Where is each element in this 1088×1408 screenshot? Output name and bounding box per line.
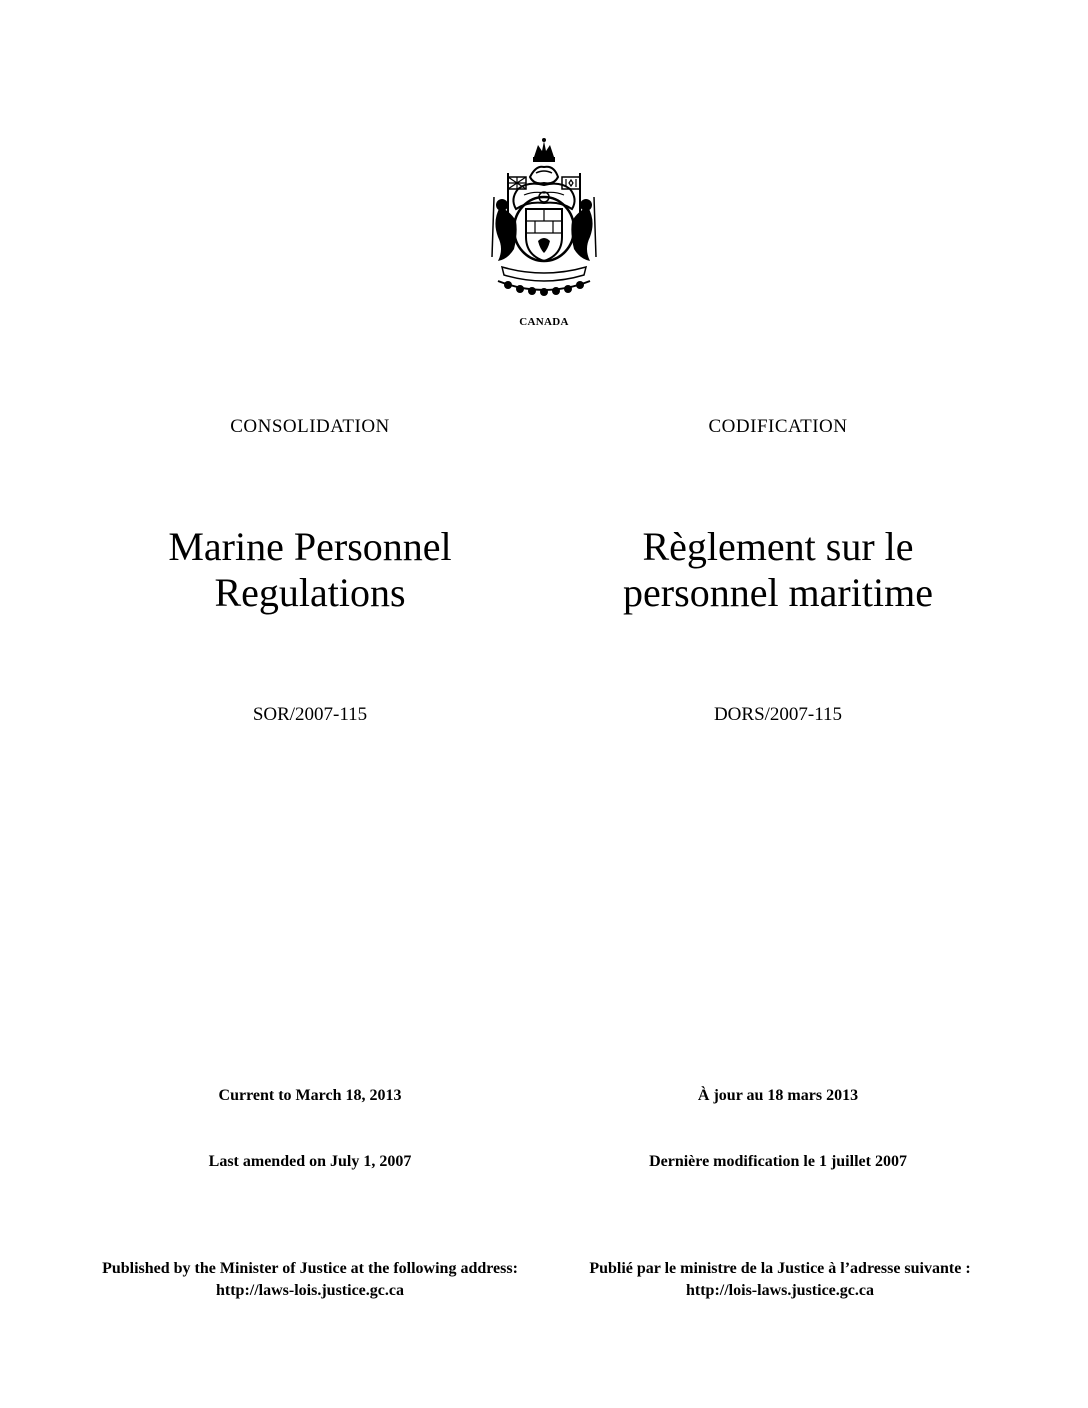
english-title-line1: Marine Personnel bbox=[168, 524, 452, 569]
english-regulation-number: SOR/2007-115 bbox=[252, 704, 368, 725]
french-title bbox=[528, 524, 1028, 616]
french-regulation-number: DORS/2007-115 bbox=[713, 704, 843, 725]
french-title-line2: personnel maritime bbox=[623, 570, 933, 615]
english-title-line2: Regulations bbox=[214, 570, 406, 615]
french-publisher-text: Publié par le ministre de la Justice à l’adresse suivante : bbox=[589, 1260, 971, 1277]
french-current-date: À jour au 18 mars 2013 bbox=[697, 1087, 859, 1104]
english-last-amended: Last amended on July 1, 2007 bbox=[208, 1153, 412, 1170]
english-publisher-text: Published by the Minister of Justice at the following address: bbox=[102, 1260, 518, 1277]
english-title bbox=[60, 524, 560, 616]
emblem-label: CANADA bbox=[519, 316, 569, 328]
french-heading: CODIFICATION bbox=[708, 416, 848, 437]
english-heading: CONSOLIDATION bbox=[230, 416, 390, 437]
coat-of-arms-icon bbox=[488, 137, 600, 297]
english-publisher bbox=[40, 1258, 580, 1302]
french-title-line1: Règlement sur le bbox=[642, 524, 914, 569]
french-last-amended: Dernière modification le 1 juillet 2007 bbox=[649, 1153, 907, 1170]
english-current-date: Current to March 18, 2013 bbox=[218, 1087, 402, 1104]
french-publisher-url[interactable]: http://lois-laws.justice.gc.ca bbox=[686, 1282, 874, 1299]
french-publisher bbox=[510, 1258, 1050, 1302]
english-publisher-url[interactable]: http://laws-lois.justice.gc.ca bbox=[216, 1282, 404, 1299]
